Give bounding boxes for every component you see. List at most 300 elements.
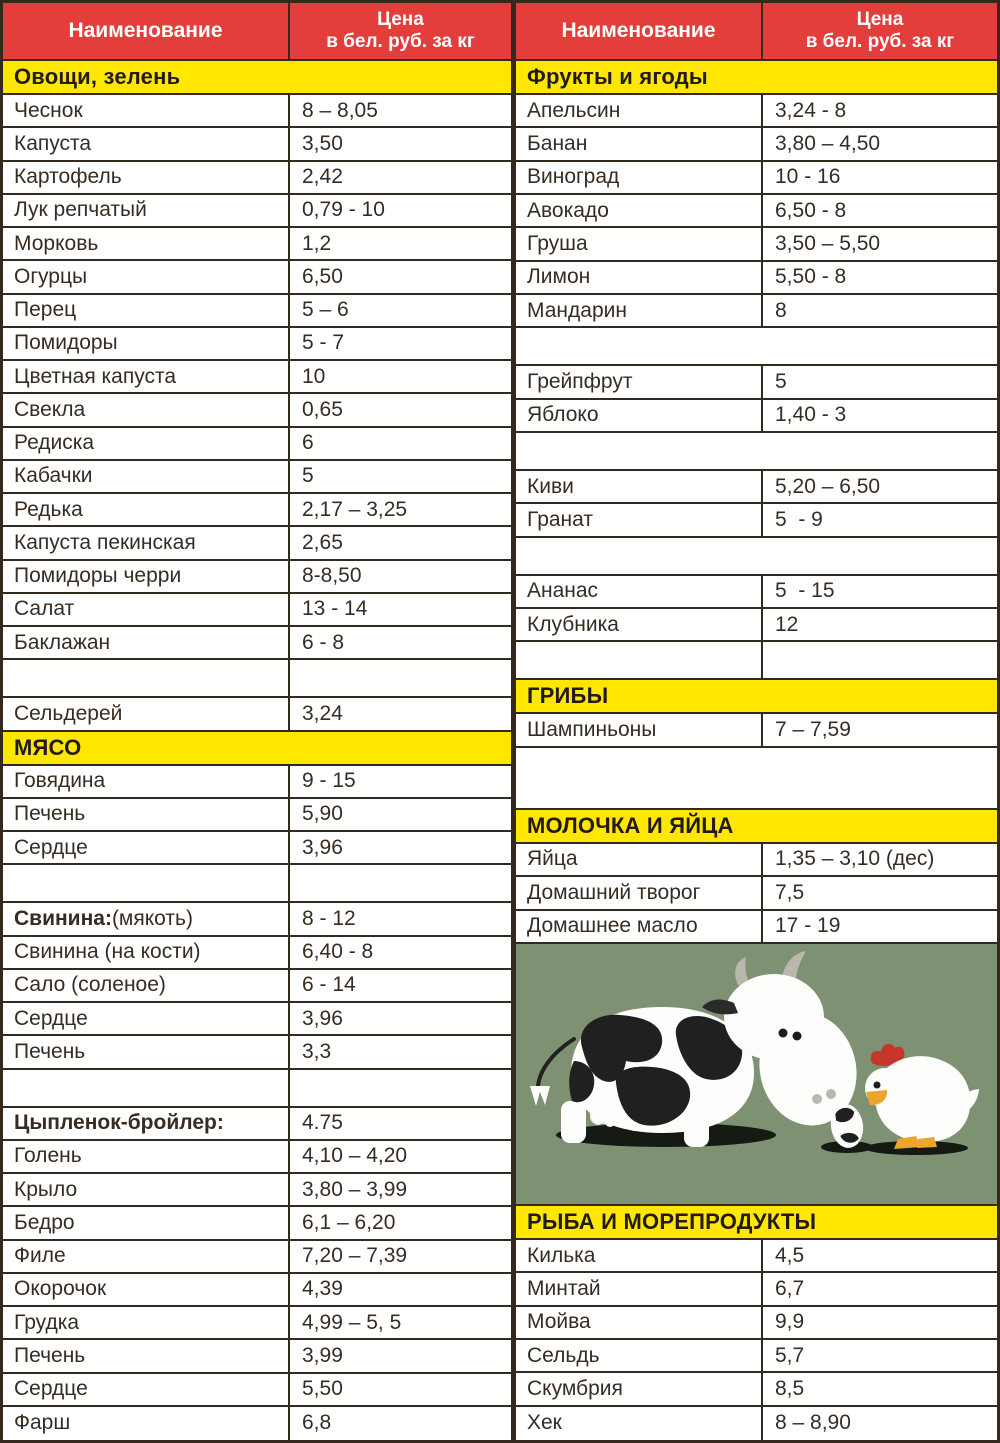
product-price: 1,40 - 3 bbox=[775, 403, 847, 427]
table-row bbox=[516, 471, 997, 504]
product-price: 6,50 bbox=[302, 264, 343, 288]
product-price: 7 – 7,59 bbox=[775, 718, 851, 742]
product-price-cell bbox=[290, 970, 511, 1001]
product-name: Сельдерей bbox=[14, 701, 123, 725]
table-row bbox=[516, 228, 997, 261]
product-price: 4,39 bbox=[302, 1277, 343, 1301]
empty-name-cell bbox=[516, 642, 763, 678]
product-name-cell bbox=[516, 877, 763, 908]
product-price-cell bbox=[290, 361, 511, 392]
product-name: Бедро bbox=[14, 1210, 75, 1234]
product-price-cell bbox=[290, 1108, 511, 1139]
table-row bbox=[3, 1241, 511, 1274]
product-price: 13 - 14 bbox=[302, 597, 368, 621]
product-name: Грейпфрут bbox=[527, 370, 633, 394]
empty-merged-row bbox=[516, 538, 997, 576]
product-name-cell bbox=[3, 698, 290, 729]
product-price: 3,96 bbox=[302, 835, 343, 859]
product-price-cell bbox=[763, 911, 997, 942]
product-price: 5,90 bbox=[302, 802, 343, 826]
product-name-cell bbox=[3, 162, 290, 193]
empty-row bbox=[3, 1070, 511, 1108]
product-price-cell bbox=[290, 937, 511, 968]
product-name-cell bbox=[3, 970, 290, 1001]
product-price-cell bbox=[290, 1003, 511, 1034]
product-name: Перец bbox=[14, 298, 77, 322]
product-name-cell bbox=[3, 95, 290, 126]
table-row bbox=[3, 799, 511, 832]
product-name-cell bbox=[3, 1036, 290, 1067]
table-row bbox=[3, 1108, 511, 1141]
product-name-cell bbox=[3, 1174, 290, 1205]
product-name: Цыпленок-бройлер: bbox=[14, 1111, 224, 1135]
section-header-row bbox=[516, 61, 997, 95]
product-price-cell bbox=[290, 1174, 511, 1205]
product-name-cell bbox=[3, 561, 290, 592]
table-row bbox=[3, 261, 511, 294]
table-row bbox=[3, 527, 511, 560]
product-price: 7,20 – 7,39 bbox=[302, 1244, 408, 1268]
product-price: 8,5 bbox=[775, 1376, 805, 1400]
table-row bbox=[516, 95, 997, 128]
product-price-cell bbox=[290, 832, 511, 863]
table-row bbox=[3, 295, 511, 328]
product-name-cell bbox=[516, 576, 763, 607]
product-price: 10 - 16 bbox=[775, 165, 841, 189]
product-price: 3,50 bbox=[302, 131, 343, 155]
product-name-cell bbox=[3, 328, 290, 359]
product-price: 3,80 – 4,50 bbox=[775, 132, 881, 156]
product-price-cell bbox=[763, 576, 997, 607]
product-name-cell bbox=[516, 844, 763, 875]
product-name: Филе bbox=[14, 1244, 66, 1268]
product-price: 8 - 12 bbox=[302, 906, 356, 930]
product-price: 6,1 – 6,20 bbox=[302, 1210, 396, 1234]
product-name: Домашнее масло bbox=[527, 914, 698, 938]
product-name: Свекла bbox=[14, 397, 86, 421]
product-price: 3,96 bbox=[302, 1006, 343, 1030]
right-table bbox=[516, 3, 997, 1440]
product-name: Авокадо bbox=[527, 198, 609, 222]
product-price: 0,65 bbox=[302, 397, 343, 421]
product-price-cell bbox=[290, 799, 511, 830]
empty-row bbox=[3, 865, 511, 903]
product-name-cell bbox=[3, 1003, 290, 1034]
product-price-cell bbox=[290, 1307, 511, 1338]
product-name: Минтай bbox=[527, 1276, 601, 1300]
table-row bbox=[516, 400, 997, 433]
product-price-cell bbox=[763, 1340, 997, 1371]
product-price: 4,10 – 4,20 bbox=[302, 1144, 408, 1168]
product-price-cell bbox=[290, 766, 511, 797]
section-title: Овощи, зелень bbox=[14, 64, 181, 89]
table-row bbox=[3, 1141, 511, 1174]
product-price-cell bbox=[763, 295, 997, 326]
product-price-cell bbox=[763, 1240, 997, 1271]
product-name-cell bbox=[3, 1307, 290, 1338]
product-price-cell bbox=[290, 394, 511, 425]
product-price: 3,3 bbox=[302, 1039, 332, 1063]
product-name: Мандарин bbox=[527, 298, 627, 322]
product-name-cell bbox=[3, 1108, 290, 1139]
product-price-cell bbox=[290, 1141, 511, 1172]
product-price-cell bbox=[290, 1374, 511, 1405]
product-price-cell bbox=[290, 95, 511, 126]
product-name: Лук репчатый bbox=[14, 198, 147, 222]
product-price: 3,99 bbox=[302, 1343, 343, 1367]
separator-gap-row bbox=[516, 748, 997, 810]
product-name-cell bbox=[3, 799, 290, 830]
product-name: Яблоко bbox=[527, 403, 599, 427]
product-name-cell bbox=[3, 428, 290, 459]
table-row bbox=[3, 1174, 511, 1207]
table-row bbox=[3, 594, 511, 627]
product-price-cell bbox=[290, 162, 511, 193]
product-name-cell bbox=[3, 1241, 290, 1272]
product-price-cell bbox=[763, 162, 997, 193]
product-name: Грудка bbox=[14, 1310, 80, 1334]
table-row bbox=[516, 262, 997, 295]
product-price-cell bbox=[290, 1207, 511, 1238]
table-row bbox=[3, 394, 511, 427]
table-row bbox=[516, 844, 997, 877]
product-price-cell bbox=[763, 1307, 997, 1338]
product-price: 8 – 8,90 bbox=[775, 1411, 851, 1435]
product-name-cell bbox=[3, 494, 290, 525]
table-row bbox=[3, 1036, 511, 1069]
product-price: 8 – 8,05 bbox=[302, 98, 378, 122]
table-row bbox=[516, 162, 997, 195]
table-row bbox=[3, 561, 511, 594]
table-row bbox=[516, 295, 997, 328]
product-price-cell bbox=[290, 428, 511, 459]
product-name: Кабачки bbox=[14, 464, 93, 488]
product-price: 3,80 – 3,99 bbox=[302, 1177, 408, 1201]
product-price-cell bbox=[763, 1273, 997, 1304]
empty-name-cell bbox=[3, 1070, 290, 1106]
column-header-name: Наименование bbox=[516, 3, 763, 59]
left-table bbox=[3, 3, 511, 1440]
product-name-cell bbox=[3, 937, 290, 968]
product-price: 10 bbox=[302, 364, 326, 388]
product-name-cell bbox=[3, 1274, 290, 1305]
product-price: 5 - 9 bbox=[775, 508, 823, 532]
table-row bbox=[3, 1340, 511, 1373]
product-name-cell bbox=[516, 911, 763, 942]
product-name-cell bbox=[3, 766, 290, 797]
product-price-cell bbox=[763, 195, 997, 226]
product-name-cell bbox=[516, 295, 763, 326]
product-name: Килька bbox=[527, 1243, 596, 1267]
product-price: 6,40 - 8 bbox=[302, 940, 374, 964]
product-price-cell bbox=[290, 261, 511, 292]
product-price-cell bbox=[763, 1407, 997, 1440]
product-price-cell bbox=[290, 1340, 511, 1371]
empty-name-cell bbox=[3, 660, 290, 696]
table-row bbox=[516, 195, 997, 228]
product-price-cell bbox=[290, 561, 511, 592]
table-row bbox=[516, 576, 997, 609]
table-row bbox=[516, 1373, 997, 1406]
empty-price-cell bbox=[290, 865, 511, 901]
product-price-cell bbox=[763, 400, 997, 431]
product-name-cell bbox=[3, 1407, 290, 1440]
product-name: Домашний творог bbox=[527, 880, 701, 904]
product-name-cell bbox=[516, 1273, 763, 1304]
section-title: ГРИБЫ bbox=[527, 683, 609, 709]
section-header-row bbox=[516, 680, 997, 714]
product-price-cell bbox=[290, 195, 511, 226]
product-name-cell bbox=[3, 295, 290, 326]
product-price-cell bbox=[763, 95, 997, 126]
table-row bbox=[3, 627, 511, 660]
product-name-cell bbox=[516, 471, 763, 502]
table-header-row bbox=[516, 3, 997, 61]
table-row bbox=[3, 494, 511, 527]
table-row bbox=[3, 428, 511, 461]
product-price-cell bbox=[290, 1274, 511, 1305]
product-price: 8-8,50 bbox=[302, 564, 362, 588]
product-name-cell bbox=[516, 609, 763, 640]
product-price: 5,50 - 8 bbox=[775, 265, 847, 289]
product-name: Сельдь bbox=[527, 1343, 600, 1367]
product-price: 8 bbox=[775, 298, 787, 322]
table-row bbox=[3, 1374, 511, 1407]
product-name-cell bbox=[516, 162, 763, 193]
product-price: 2,42 bbox=[302, 165, 343, 189]
product-name: Говядина bbox=[14, 769, 106, 793]
product-price: 0,79 - 10 bbox=[302, 198, 385, 222]
product-price: 2,65 bbox=[302, 530, 343, 554]
header-price-line1: Цена bbox=[377, 9, 424, 31]
product-name: Помидоры черри bbox=[14, 564, 182, 588]
product-name: Картофель bbox=[14, 165, 122, 189]
product-name-cell bbox=[516, 1340, 763, 1371]
product-name: Чеснок bbox=[14, 98, 83, 122]
product-name: Печень bbox=[14, 1343, 86, 1367]
product-name-cell bbox=[3, 594, 290, 625]
empty-row bbox=[3, 660, 511, 698]
product-name: Окорочок bbox=[14, 1277, 107, 1301]
product-price: 9 - 15 bbox=[302, 769, 356, 793]
cow-chicken-egg-illustration bbox=[516, 944, 997, 1204]
product-price: 5 – 6 bbox=[302, 298, 349, 322]
product-name: Банан bbox=[527, 132, 588, 156]
product-name-cell bbox=[3, 361, 290, 392]
product-name: Сердце bbox=[14, 835, 88, 859]
product-name: Шампиньоны bbox=[527, 718, 657, 742]
product-price-cell bbox=[290, 328, 511, 359]
product-price-cell bbox=[290, 1407, 511, 1440]
product-name: Виноград bbox=[527, 165, 620, 189]
table-row bbox=[3, 461, 511, 494]
section-header-row bbox=[516, 810, 997, 844]
product-name: Редька bbox=[14, 497, 83, 521]
product-name: Печень bbox=[14, 802, 86, 826]
product-name: Помидоры bbox=[14, 331, 118, 355]
product-price-cell bbox=[763, 844, 997, 875]
product-name: Свинина: bbox=[14, 906, 112, 930]
product-name-cell bbox=[516, 195, 763, 226]
product-price: 7,5 bbox=[775, 880, 805, 904]
product-name-cell bbox=[516, 504, 763, 535]
product-name-cell bbox=[3, 832, 290, 863]
table-row bbox=[516, 911, 997, 944]
product-name: Печень bbox=[14, 1039, 86, 1063]
product-price-cell bbox=[290, 903, 511, 934]
product-name: Салат bbox=[14, 597, 75, 621]
product-name-cell bbox=[3, 228, 290, 259]
product-price-cell bbox=[763, 504, 997, 535]
product-name: Сердце bbox=[14, 1377, 88, 1401]
empty-merged-row bbox=[516, 328, 997, 366]
product-price-cell bbox=[290, 627, 511, 658]
product-price: 6,7 bbox=[775, 1276, 805, 1300]
section-title: РЫБА И МОРЕПРОДУКТЫ bbox=[527, 1208, 817, 1234]
section-header-row bbox=[516, 1206, 997, 1240]
product-price-cell bbox=[763, 471, 997, 502]
product-name: Киви bbox=[527, 474, 574, 498]
product-name-cell bbox=[516, 400, 763, 431]
product-price-cell bbox=[763, 1373, 997, 1404]
product-price-cell bbox=[763, 877, 997, 908]
product-price: 4.75 bbox=[302, 1111, 343, 1135]
product-name-cell bbox=[516, 714, 763, 745]
product-name-cell bbox=[3, 461, 290, 492]
product-price-cell bbox=[763, 366, 997, 397]
product-name: Баклажан bbox=[14, 630, 111, 654]
table-row bbox=[516, 1340, 997, 1373]
product-name: Свинина (на кости) bbox=[14, 940, 201, 964]
product-name-cell bbox=[3, 195, 290, 226]
table-row bbox=[3, 195, 511, 228]
product-price: 3,24 bbox=[302, 701, 343, 725]
table-row bbox=[516, 128, 997, 161]
table-row bbox=[3, 832, 511, 865]
product-price: 5 bbox=[775, 370, 787, 394]
product-name-cell bbox=[3, 261, 290, 292]
product-price-cell bbox=[290, 1036, 511, 1067]
section-title: МЯСО bbox=[14, 734, 82, 760]
table-row bbox=[3, 698, 511, 731]
product-name-cell bbox=[516, 366, 763, 397]
product-price: 5 - 15 bbox=[775, 579, 835, 603]
table-row bbox=[3, 1274, 511, 1307]
product-name-cell bbox=[3, 1374, 290, 1405]
column-header-price bbox=[763, 3, 997, 59]
product-name-cell bbox=[516, 95, 763, 126]
table-row bbox=[3, 970, 511, 1003]
section-title: Фрукты и ягоды bbox=[527, 64, 708, 89]
product-name: Капуста bbox=[14, 131, 92, 155]
product-name: Лимон bbox=[527, 265, 591, 289]
product-price-cell bbox=[763, 714, 997, 745]
table-header-row bbox=[3, 3, 511, 61]
table-row bbox=[516, 714, 997, 747]
product-price: 1,2 bbox=[302, 231, 332, 255]
product-name: Апельсин bbox=[527, 98, 621, 122]
product-name-cell bbox=[3, 627, 290, 658]
product-name-cell bbox=[3, 903, 290, 934]
product-price: 4,5 bbox=[775, 1243, 805, 1267]
product-name: Клубника bbox=[527, 612, 619, 636]
product-name: Сердце bbox=[14, 1006, 88, 1030]
product-name: Капуста пекинская bbox=[14, 530, 196, 554]
product-name: Гранат bbox=[527, 508, 593, 532]
section-header-row bbox=[3, 61, 511, 95]
product-price: 6 - 8 bbox=[302, 630, 345, 654]
product-price-cell bbox=[763, 609, 997, 640]
product-price: 17 - 19 bbox=[775, 914, 841, 938]
table-row bbox=[3, 903, 511, 936]
product-price: 6,8 bbox=[302, 1411, 332, 1435]
empty-row bbox=[516, 642, 997, 680]
empty-price-cell bbox=[290, 1070, 511, 1106]
table-row bbox=[516, 1240, 997, 1273]
product-name-cell bbox=[3, 394, 290, 425]
table-row bbox=[516, 1407, 997, 1440]
product-price: 6 - 14 bbox=[302, 973, 356, 997]
product-price-cell bbox=[763, 228, 997, 259]
header-price-line2: в бел. руб. за кг bbox=[805, 31, 955, 52]
section-title: МОЛОЧКА И ЯЙЦА bbox=[527, 812, 734, 838]
product-price: 9,9 bbox=[775, 1310, 805, 1334]
product-name-cell bbox=[516, 128, 763, 159]
table-row bbox=[516, 1307, 997, 1340]
product-price: 5 bbox=[302, 464, 314, 488]
product-price: 6 bbox=[302, 431, 314, 455]
product-name: Сало (соленое) bbox=[14, 973, 166, 997]
table-row bbox=[3, 1307, 511, 1340]
product-price: 12 bbox=[775, 612, 799, 636]
product-price-cell bbox=[290, 228, 511, 259]
product-price-cell bbox=[290, 698, 511, 729]
product-price: 5 - 7 bbox=[302, 331, 345, 355]
table-row bbox=[516, 877, 997, 910]
product-name-cell bbox=[3, 527, 290, 558]
product-name: Морковь bbox=[14, 231, 99, 255]
product-price: 5,20 – 6,50 bbox=[775, 474, 881, 498]
product-price: 4,99 – 5, 5 bbox=[302, 1310, 402, 1334]
product-name-cell bbox=[516, 1407, 763, 1440]
product-name-cell bbox=[3, 1207, 290, 1238]
table-row bbox=[3, 95, 511, 128]
product-price-cell bbox=[290, 527, 511, 558]
product-name-cell bbox=[3, 128, 290, 159]
empty-price-cell bbox=[763, 642, 997, 678]
product-name-cell bbox=[516, 1240, 763, 1271]
header-price-line2: в бел. руб. за кг bbox=[326, 31, 475, 52]
product-name: Груша bbox=[527, 232, 588, 256]
empty-price-cell bbox=[290, 660, 511, 696]
product-price-cell bbox=[290, 494, 511, 525]
product-name: Скумбрия bbox=[527, 1376, 623, 1400]
product-name: Фарш bbox=[14, 1411, 71, 1435]
empty-merged-row bbox=[516, 433, 997, 471]
product-price-cell bbox=[290, 128, 511, 159]
product-name: Голень bbox=[14, 1144, 82, 1168]
table-row bbox=[516, 1273, 997, 1306]
product-name: Цветная капуста bbox=[14, 364, 177, 388]
product-name-cell bbox=[3, 1340, 290, 1371]
product-price: 5,7 bbox=[775, 1343, 805, 1367]
empty-name-cell bbox=[3, 865, 290, 901]
product-name-suffix: (мякоть) bbox=[111, 906, 193, 930]
column-header-price bbox=[290, 3, 511, 59]
product-price: 2,17 – 3,25 bbox=[302, 497, 408, 521]
product-name: Яйца bbox=[527, 847, 578, 871]
section-header-row bbox=[3, 732, 511, 766]
